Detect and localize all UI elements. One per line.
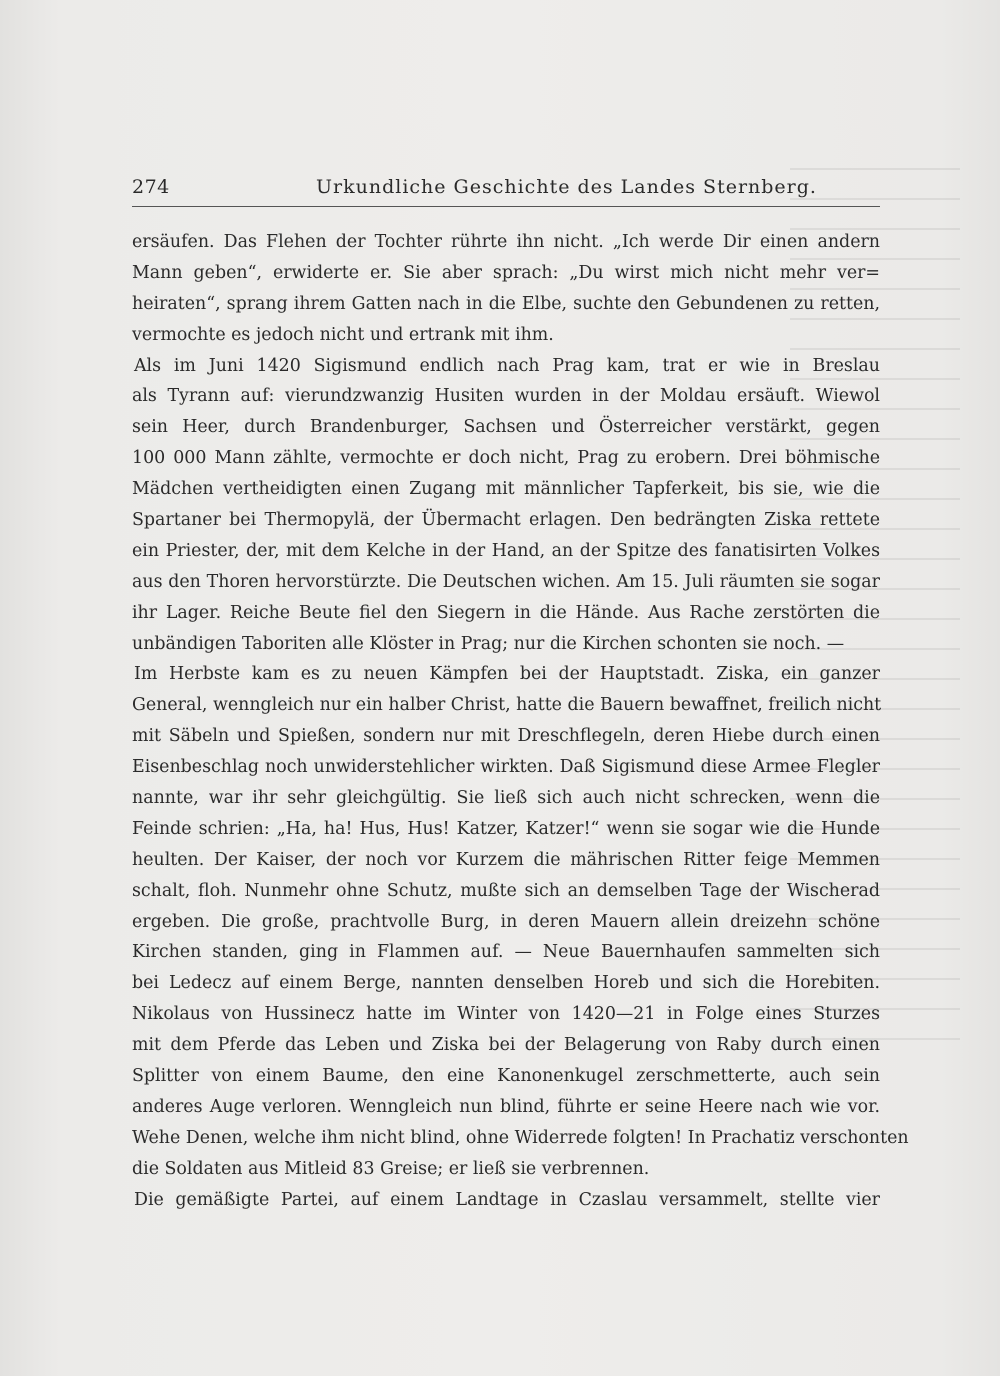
text-line: ersäufen. Das Flehen der Tochter rührte ihn nicht. „Ich werde Dir einen andern	[132, 232, 880, 252]
text-line: 100 000 Mann zählte, vermochte er doch nicht, Prag zu erobern. Drei böhmische	[132, 448, 880, 469]
text-line: ein Priester, der, mit dem Kelche in der Hand, an der Spitze des fanatisirten Volkes	[132, 540, 880, 561]
text-line: ihr Lager. Reiche Beute fiel den Siegern in die Hände. Aus Rache zerstörten die	[132, 602, 880, 623]
paragraph-start-line: Als im Juni 1420 Sigismund endlich nach Prag kam, trat er wie in Breslau	[134, 355, 880, 376]
body-text	[132, 227, 909, 1216]
text-line: Kirchen standen, ging in Flammen auf. — Neue Bauernhaufen sammelten sich	[132, 942, 880, 963]
text-line: als Tyrann auf: vierundzwanzig Husiten wurden in der Moldau ersäuft. Wiewol	[132, 386, 880, 407]
text-line: Splitter von einem Baume, den eine Kanonenkugel zerschmetterte, auch sein	[132, 1066, 880, 1087]
text-line: heulten. Der Kaiser, der noch vor Kurzem die mährischen Ritter feige Memmen	[132, 849, 880, 870]
text-line: aus den Thoren hervorstürzte. Die Deutschen wichen. Am 15. Juli räumten sie sogar	[132, 571, 880, 592]
running-header	[132, 172, 880, 207]
text-line: bei Ledecz auf einem Berge, nannten denselben Horeb und sich die Horebiten.	[132, 973, 880, 994]
text-line: unbändigen Taboriten alle Klöster in Prag; nur die Kirchen schonten sie noch. —	[132, 633, 845, 654]
text-line: ergeben. Die große, prachtvolle Burg, in deren Mauern allein dreizehn schöne	[132, 911, 880, 932]
text-line: schalt, floh. Nunmehr ohne Schutz, mußte sich an demselben Tage der Wischerad	[132, 880, 880, 901]
text-line: Nikolaus von Hussinecz hatte im Winter von 1420—21 in Folge eines Sturzes	[132, 1004, 880, 1025]
paragraph-start-line: Im Herbste kam es zu neuen Kämpfen bei der Hauptstadt. Ziska, ein ganzer	[134, 664, 880, 685]
running-title: Urkundliche Geschichte des Landes Sternberg.	[316, 176, 817, 198]
text-line: Spartaner bei Thermopylä, der Übermacht erlagen. Den bedrängten Ziska rettete	[132, 510, 880, 531]
text-line: vermochte es jedoch nicht und ertrank mit ihm.	[132, 324, 554, 345]
text-line: Feinde schrien: „Ha, ha! Hus, Hus! Katzer, Katzer!“ wenn sie sogar wie die Hunde	[132, 818, 880, 839]
page-number: 274	[132, 176, 170, 198]
text-line: Mann geben“, erwiderte er. Sie aber sprach: „Du wirst mich nicht mehr ver=	[132, 262, 880, 283]
text-line: heiraten“, sprang ihrem Gatten nach in die Elbe, suchte den Gebundenen zu retten,	[132, 293, 880, 314]
text-line: mit dem Pferde das Leben und Ziska bei der Belagerung von Raby durch einen	[132, 1035, 880, 1056]
text-line: Eisenbeschlag noch unwiderstehlicher wirkten. Daß Sigismund diese Armee Flegler	[132, 757, 880, 778]
paragraph-start-line: Die gemäßigte Partei, auf einem Landtage in Czaslau versammelt, stellte vier	[134, 1189, 880, 1210]
text-line: anderes Auge verloren. Wenngleich nun blind, führte er seine Heere nach wie vor.	[132, 1096, 880, 1117]
text-line: General, wenngleich nur ein halber Christ, hatte die Bauern bewaffnet, freilich nicht	[132, 695, 882, 716]
text-line: Wehe Denen, welche ihm nicht blind, ohne Widerrede folgten! In Prachatiz verschonten	[132, 1127, 909, 1148]
text-line: nannte, war ihr sehr gleichgültig. Sie ließ sich auch nicht schrecken, wenn die	[132, 788, 880, 809]
text-line: die Soldaten aus Mitleid 83 Greise; er ließ sie verbrennen.	[132, 1158, 650, 1179]
text-line: mit Säbeln und Spießen, sondern nur mit Dreschflegeln, deren Hiebe durch einen	[132, 726, 880, 747]
text-line: sein Heer, durch Brandenburger, Sachsen und Österreicher verstärkt, gegen	[132, 417, 880, 438]
text-line: Mädchen vertheidigten einen Zugang mit männlicher Tapferkeit, bis sie, wie die	[132, 479, 880, 500]
